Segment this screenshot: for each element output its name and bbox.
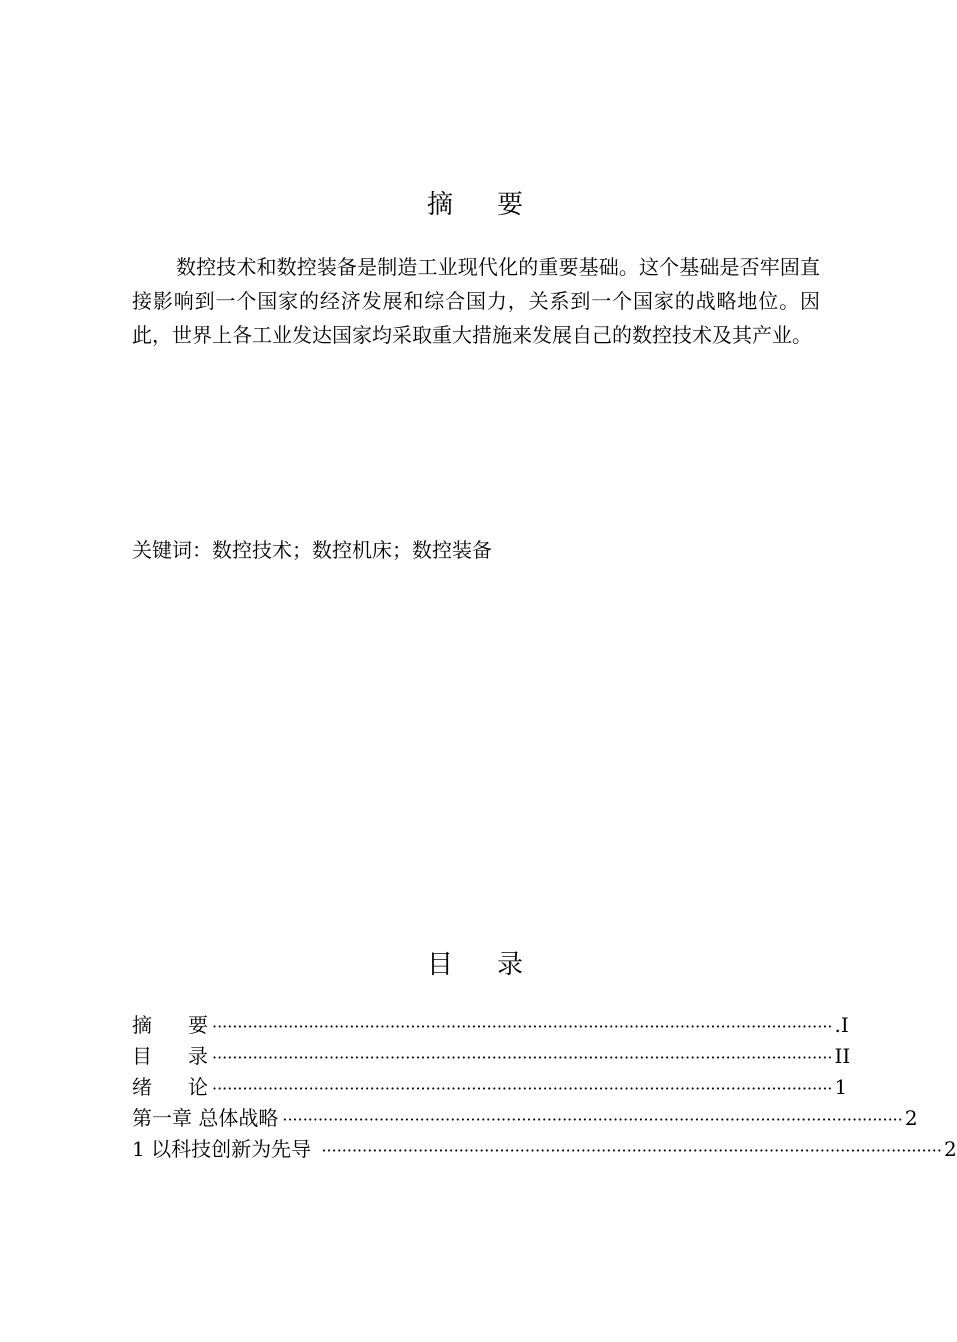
toc-entry-label-a: 摘 (132, 1013, 152, 1037)
toc-leader-dots: ·························································································································· (212, 1017, 833, 1036)
toc-leader-dots: ·························································································································· (282, 1110, 903, 1129)
toc-entry-introduction[interactable] (132, 1072, 848, 1103)
toc-entry-label-a: 绪 (132, 1075, 152, 1099)
toc-entry-label-b: 论 (188, 1075, 208, 1099)
toc-entry-page: II (834, 1044, 851, 1068)
toc-entry-label-b: 要 (188, 1013, 208, 1037)
toc-entry-label-a: 目 (132, 1044, 152, 1068)
toc-entry-label (132, 1041, 208, 1072)
toc-title (0, 944, 950, 981)
toc-entry-page: 2 (943, 1137, 957, 1161)
toc-entry-contents[interactable] (132, 1041, 851, 1072)
table-of-contents (132, 1010, 957, 1165)
toc-entry-label (132, 1010, 208, 1041)
toc-entry-label: 1 以科技创新为先导 (132, 1137, 318, 1161)
abstract-title-right: 要 (497, 190, 524, 220)
toc-leader-dots: ·························································································································· (212, 1048, 833, 1067)
toc-entry-label (132, 1072, 208, 1103)
toc-entry-section-1[interactable] (132, 1134, 957, 1165)
toc-entry-page: .I (834, 1013, 849, 1037)
toc-entry-page: 2 (904, 1106, 918, 1130)
toc-entry-abstract[interactable] (132, 1010, 849, 1041)
keywords-line: 关键词：数控技术；数控机床；数控装备 (132, 538, 492, 562)
abstract-title (0, 184, 950, 221)
toc-entry-page: 1 (834, 1075, 848, 1099)
toc-title-left: 目 (426, 950, 453, 980)
abstract-body: 数控技术和数控装备是制造工业现代化的重要基础。这个基础是否牢固直接影响到一个国家的经济发展和综合国力，关系到一个国家的战略地位。因此，世界上各工业发达国家均采取重大措施来发展自己的数控技术及其产业。 (132, 255, 820, 347)
toc-entry-label-b: 录 (188, 1044, 208, 1068)
abstract-title-left: 摘 (426, 190, 453, 220)
toc-entry-label: 第一章 总体战略 (132, 1106, 279, 1130)
toc-title-right: 录 (497, 950, 524, 980)
toc-entry-chapter-1[interactable] (132, 1103, 918, 1134)
toc-leader-dots: ·························································································································· (321, 1141, 942, 1160)
toc-leader-dots: ·························································································································· (212, 1079, 833, 1098)
